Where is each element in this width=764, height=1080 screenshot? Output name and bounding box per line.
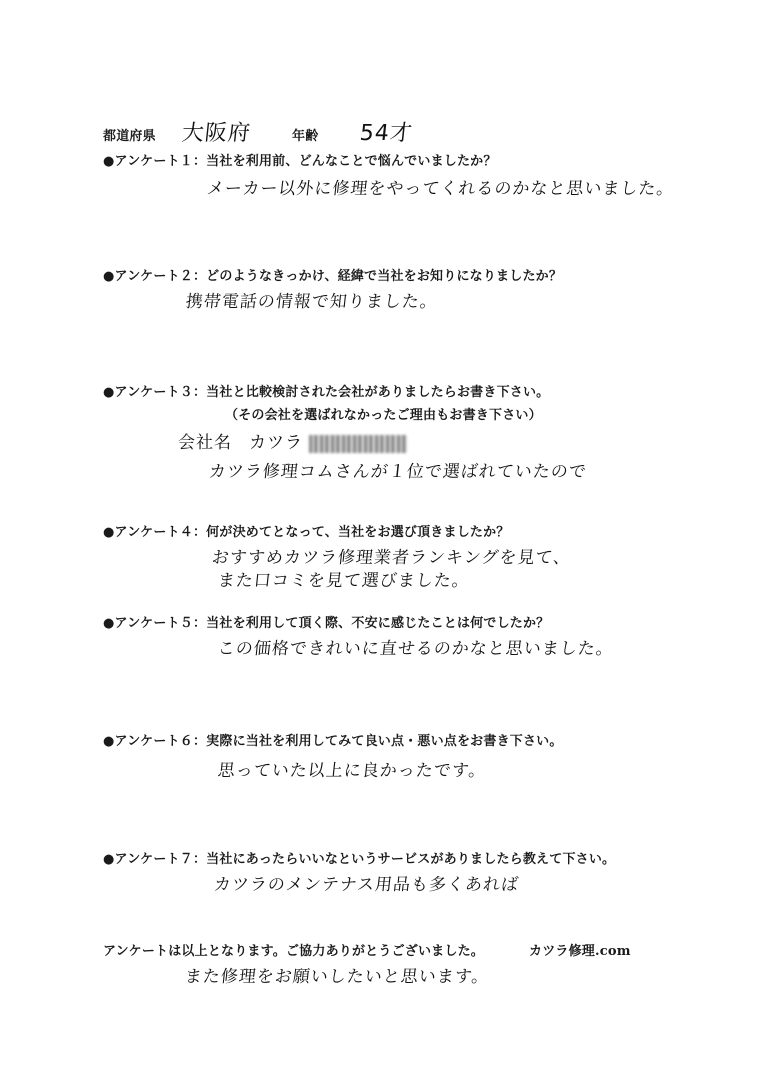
- question-3: [103, 381, 549, 400]
- question-1: [103, 150, 497, 169]
- question-2: [103, 265, 562, 284]
- company-label: 会社名: [178, 433, 232, 453]
- footer-brand: カツラ修理.com: [529, 944, 631, 959]
- answer-3: カツラ修理コムさんが１位で選ばれていたので: [207, 462, 588, 482]
- company-value: カツラ: [249, 433, 304, 453]
- question-2-label: ●アンケート２：: [103, 269, 207, 284]
- question-5-text: 当社を利用して頂く際、不安に感じたことは何でしたか？: [206, 616, 550, 631]
- question-6: [103, 730, 563, 749]
- question-2-text: どのようなきっかけ、経緯で当社をお知りになりましたか？: [206, 269, 563, 284]
- age-label: 年齢: [292, 129, 319, 144]
- question-7-label: ●アンケート７：: [103, 852, 207, 867]
- answer-7: カツラのメンテナス用品も多くあれば: [212, 875, 521, 895]
- company-row: [178, 428, 407, 453]
- prefecture-value: 大阪府: [180, 121, 253, 146]
- question-7: [103, 848, 615, 867]
- answer-4-line-1: おすすめカツラ修理業者ランキングを見て、: [210, 548, 573, 568]
- footer-thanks: アンケートは以上となります。ご協力ありがとうございました。: [103, 944, 484, 959]
- answer-5: この価格できれいに直せるのかなと思いました。: [216, 639, 615, 659]
- question-5-label: ●アンケート５：: [103, 616, 207, 631]
- question-1-text: 当社を利用前、どんなことで悩んでいましたか？: [206, 154, 497, 169]
- question-4: [103, 521, 510, 540]
- question-5: [103, 612, 549, 631]
- answer-1: メーカー以外に修理をやってくれるのかなと思いました。: [205, 179, 676, 199]
- answer-2: 携帯電話の情報で知りました。: [184, 292, 439, 312]
- prefecture-label: 都道府県: [103, 129, 156, 144]
- answer-4-line-2: また口コミを見て選びました。: [216, 571, 471, 591]
- question-6-text: 実際に当社を利用してみて良い点・悪い点をお書き下さい。: [206, 734, 563, 749]
- answer-6: 思っていた以上に良かったです。: [216, 761, 488, 781]
- question-3-sub: （その会社を選ばれなかったご理由もお書き下さい）: [225, 408, 542, 423]
- question-3-label: ●アンケート３：: [103, 385, 207, 400]
- question-4-text: 何が決めてとなって、当社をお選び頂きましたか？: [206, 525, 510, 540]
- age-value: 54才: [358, 121, 415, 146]
- question-7-text: 当社にあったらいいなというサービスがありましたら教えて下さい。: [206, 852, 616, 867]
- redacted-company-name: [309, 435, 407, 453]
- question-4-label: ●アンケート４：: [103, 525, 207, 540]
- question-3-text: 当社と比較検討された会社がありましたらお書き下さい。: [206, 385, 550, 400]
- question-6-label: ●アンケート６：: [103, 734, 207, 749]
- footer-answer: また修理をお願いしたいと思います。: [183, 967, 491, 987]
- question-1-label: ●アンケート１：: [103, 154, 207, 169]
